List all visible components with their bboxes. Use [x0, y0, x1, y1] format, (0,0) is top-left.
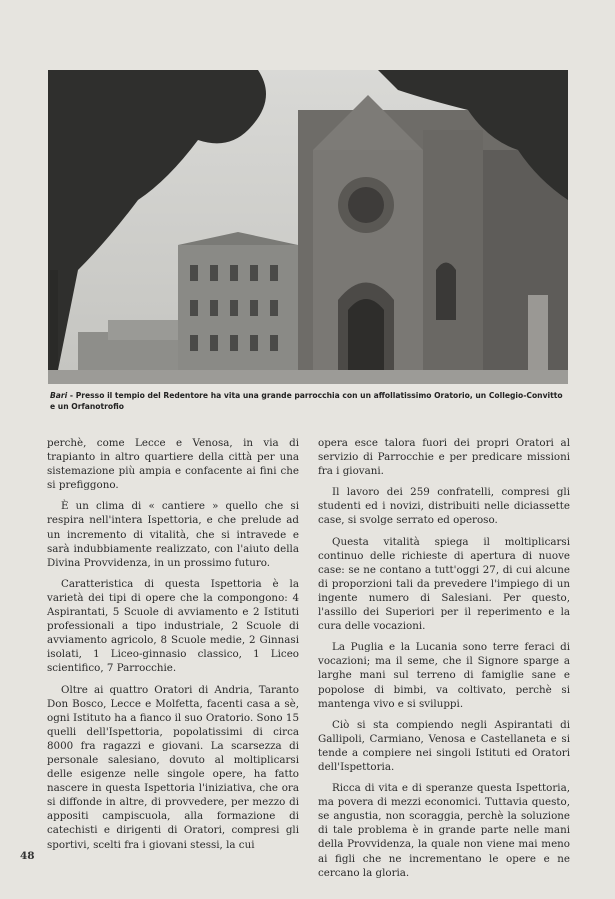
left-paragraph-2: È un clima di « cantiere » quello che si respira nell'intera Ispettoria, e che prelude ad un incremento di vitalità, che si intravede e sarà indubbiamente realizzato, con l'aiuto della Divina Provvidenza, in un prossimo futuro. [47, 500, 299, 569]
caption-place: Bari [50, 391, 68, 400]
church-photo [48, 70, 568, 384]
right-paragraph-6: Ricca di vita e di speranze questa Ispettoria, ma povera di mezzi economici. Tuttavia questo, se angustia, non scoraggia, perchè la soluzione di tale problema è in grande parte nelle mani della Provvidenza, la quale non viene mai meno ai figli che ne incrementano le opere e ne cercano la gloria. [318, 782, 570, 879]
photo-caption [50, 390, 566, 412]
church-building-image [48, 70, 568, 384]
left-paragraph-3: Caratteristica di questa Ispettoria è la varietà dei tipi di opere che la compongono: 4 Aspirantati, 5 Scuole di avviamento e 2 Istituti professionali a tipo industriale, 2 Scuole di avviamento agricolo, 8 Scuole medie, 2 Ginnasi isolati, 1 Liceo-ginnasio classico, 1 Liceo scientifico, 7 Parrocchie. [47, 577, 299, 675]
right-paragraph-5: Ciò si sta compiendo negli Aspirantati di Gallipoli, Carmiano, Venosa e Castellaneta e si tende a compiere nei singoli Istituti ed Oratori dell'Ispettoria. [318, 718, 570, 773]
caption-text: - Presso il tempio del Redentore ha vita una grande parrocchia con un affollatissimo Oratorio, un Collegio-Convitto e un Orfanotrofio [50, 391, 563, 411]
right-paragraph-2: Il lavoro dei 259 confratelli, compresi gli studenti ed i novizi, distribuiti nelle diciassette case, si svolge serrato ed operoso. [318, 486, 570, 527]
right-paragraph-3: Questa vitalità spiega il moltiplicarsi continuo delle richieste di apertura di nuove case: se ne contano a tutt'oggi 27, di cui alcune di proporzioni tali da prevedere l'impiego di un ingente numero di Salesiani. Per questo, l'assillo dei Superiori per il reperimento e la cura delle vocazioni. [318, 535, 570, 633]
left-paragraph-4: Oltre ai quattro Oratori di Andria, Taranto Don Bosco, Lecce e Molfetta, facenti casa a sè, ogni Istituto ha a fianco il suo Oratorio. Sono 15 quelli dell'Ispettoria, popolatissimi di circa 8000 fra ragazzi e giovani. La scarsezza di personale salesiano, dovuto al moltiplicarsi delle esigenze nelle singole opere, ha fatto nascere in questa Ispettoria l'iniziativa, che ora si diffonde in altre, di provvedere, per mezzo di appositi campiscuola, alla formazione di catechisti e dirigenti di Oratori, compresi gli sportivi, scelti fra i giovani stessi, la cui [47, 683, 299, 851]
left-paragraph-1: perchè, come Lecce e Venosa, in via di trapianto in altro quartiere della città per una sistemazione più ampia e confacente ai fini che si prefiggono. [47, 437, 299, 492]
right-column [318, 436, 570, 887]
left-column [47, 436, 299, 859]
right-paragraph-4: La Puglia e la Lucania sono terre feraci di vocazioni; ma il seme, che il Signore sparge a larghe mani sul terreno di famiglie sane e popolose di bimbi, va coltivato, perchè si mantenga vivo e si sviluppi. [318, 641, 570, 710]
page-number: 48 [20, 850, 35, 862]
right-paragraph-1: opera esce talora fuori dei propri Oratori al servizio di Parrocchie e per predicare missioni fra i giovani. [318, 437, 570, 478]
